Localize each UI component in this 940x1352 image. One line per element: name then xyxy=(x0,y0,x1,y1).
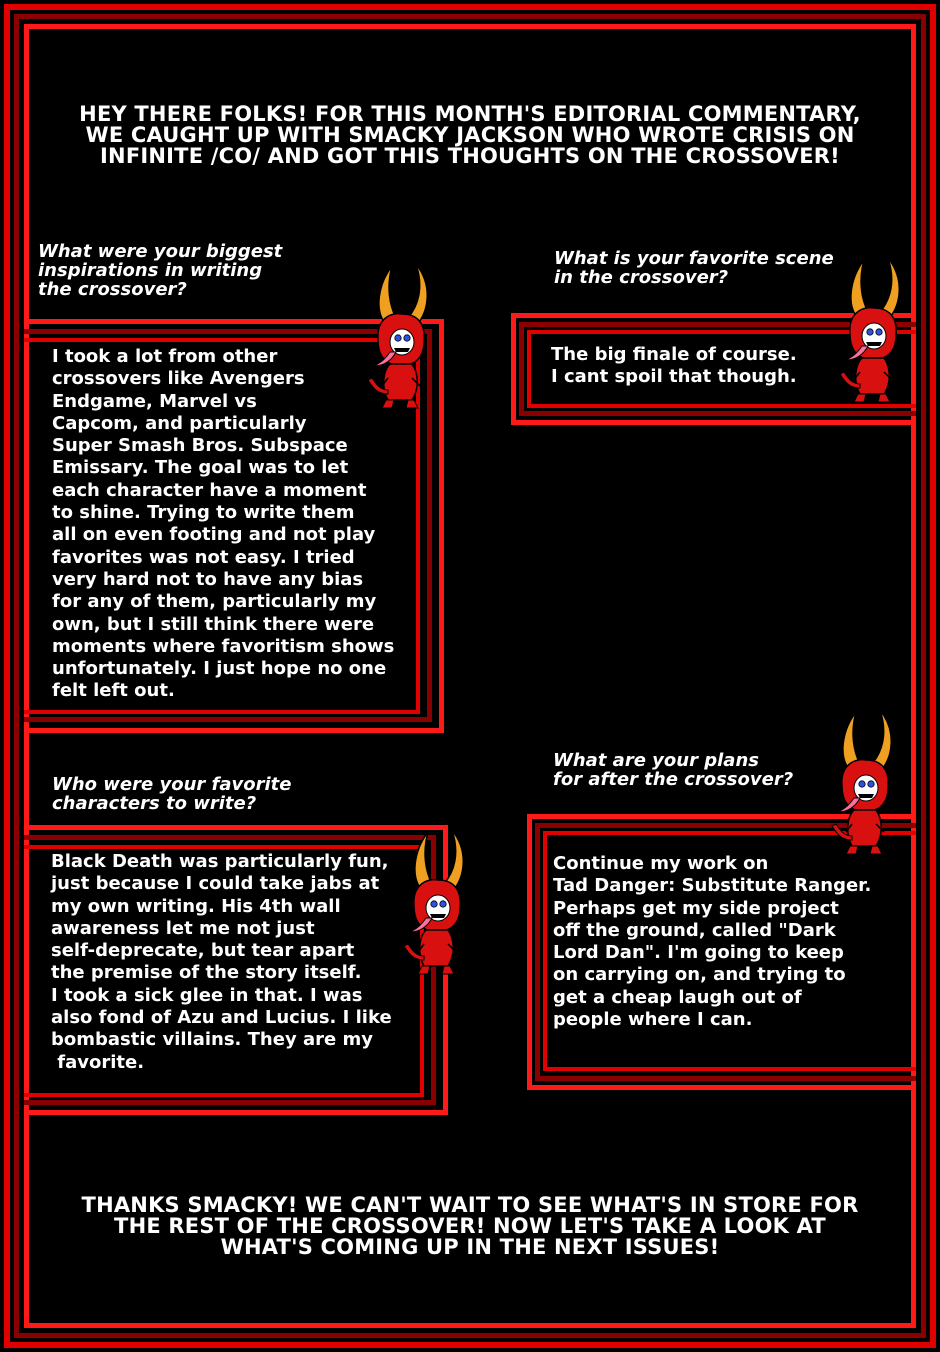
question-1 xyxy=(38,242,282,299)
intro-heading xyxy=(40,104,900,167)
answer-2: The big finale of course. I cant spoil that though. xyxy=(551,344,797,388)
answer-4: Continue my work on Tad Danger: Substitute Ranger. Perhaps get my side project off the ground, called "Dark Lord Dan". I'm going to keep on carrying on, and trying to get a cheap laugh out of people where I can. xyxy=(553,853,872,1031)
question-3-line-2: characters to write? xyxy=(52,793,257,814)
question-2 xyxy=(554,249,834,287)
outro-heading xyxy=(40,1195,900,1258)
intro-line-3: INFINITE /CO/ AND GOT THIS THOUGHTS ON THE CROSSOVER! xyxy=(100,144,840,168)
outro-line-3: WHAT'S COMING UP IN THE NEXT ISSUES! xyxy=(220,1235,720,1259)
intro-line-2: WE CAUGHT UP WITH SMACKY JACKSON WHO WROTE CRISIS ON xyxy=(85,123,855,147)
horned-red-hood-mascot-icon xyxy=(400,828,472,978)
question-4-line-2: for after the crossover? xyxy=(553,769,794,790)
outro-line-1: THANKS SMACKY! WE CAN'T WAIT TO SEE WHAT'S IN STORE FOR xyxy=(81,1193,859,1217)
question-3 xyxy=(52,775,291,813)
question-3-line-1: Who were your favorite xyxy=(52,774,292,795)
question-2-line-1: What is your favorite scene xyxy=(554,248,834,269)
outro-line-2: THE REST OF THE CROSSOVER! NOW LET'S TAKE A LOOK AT xyxy=(114,1214,826,1238)
horned-red-hood-mascot-icon xyxy=(836,256,908,406)
answer-1: I took a lot from other crossovers like Avengers Endgame, Marvel vs Capcom, and particularly Super Smash Bros. Subspace Emissary. The goal was to let each character have a moment to shine. Trying to write them all on even footing and not play favorites was not easy. I tried very hard not to have any bias for any of them, particularly my own, but I still think there were moments where favoritism shows unfortunately. I just hope no one felt left out. xyxy=(52,346,395,702)
answer-3: Black Death was particularly fun, just because I could take jabs at my own writing. His 4th wall awareness let me not just self-deprecate, but tear apart the premise of the story itself. I took a sick glee in that. I was also fond of Azu and Lucius. I like bombastic villains. They are my favorite. xyxy=(51,851,392,1073)
question-1-line-1: What were your biggest xyxy=(38,241,283,262)
question-2-line-2: in the crossover? xyxy=(554,267,729,288)
question-1-line-3: the crossover? xyxy=(38,279,187,300)
horned-red-hood-mascot-icon xyxy=(828,708,900,858)
question-4-line-1: What are your plans xyxy=(553,750,759,771)
question-4 xyxy=(553,751,793,789)
horned-red-hood-mascot-icon xyxy=(364,262,436,412)
question-1-line-2: inspirations in writing xyxy=(38,260,263,281)
intro-line-1: HEY THERE FOLKS! FOR THIS MONTH'S EDITORIAL COMMENTARY, xyxy=(79,102,861,126)
